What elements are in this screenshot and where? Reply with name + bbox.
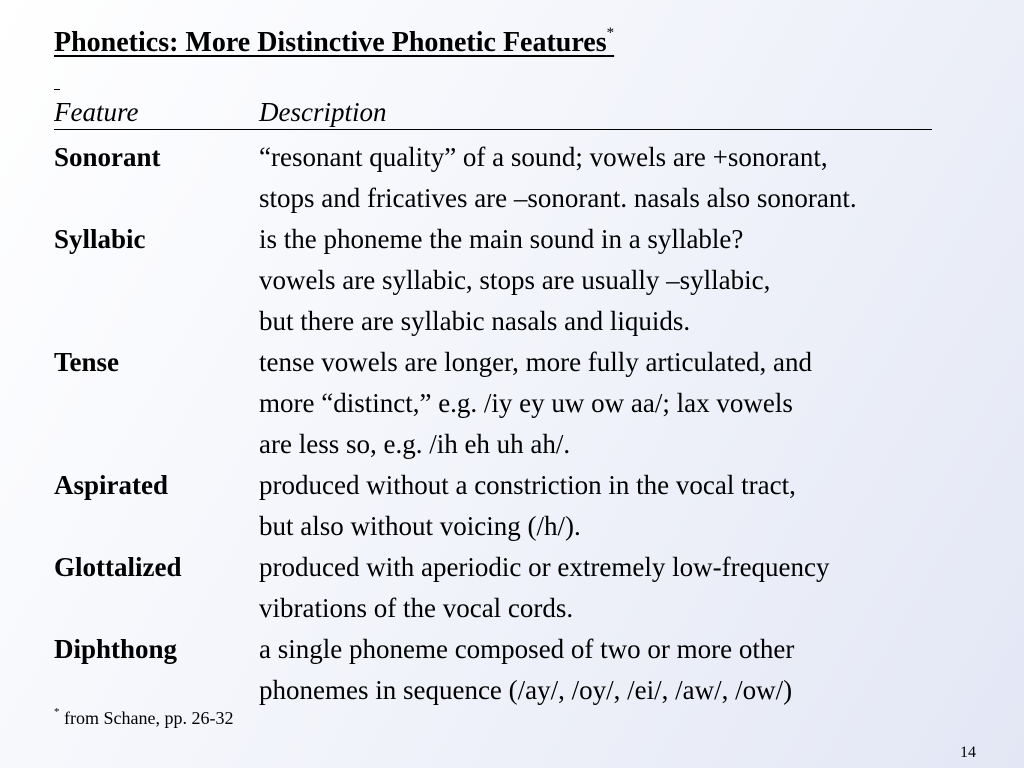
description-line: is the phoneme the main sound in a syllable?: [259, 224, 744, 254]
divider-mark: [54, 89, 60, 90]
feature-name: Sonorant: [54, 142, 161, 172]
description-line: a single phoneme composed of two or more other: [259, 634, 795, 664]
feature-row: [54, 342, 1014, 465]
description-line: vowels are syllabic, stops are usually –syllabic,: [259, 265, 771, 295]
feature-table: [54, 137, 1014, 711]
feature-name: Diphthong: [54, 634, 178, 664]
feature-row: [54, 547, 1014, 629]
feature-name: Aspirated: [54, 470, 168, 500]
feature-row: [54, 137, 1014, 219]
slide-title: [54, 27, 614, 59]
description-line: stops and fricatives are –sonorant. nasals also sonorant.: [259, 183, 857, 213]
description-line: tense vowels are longer, more fully articulated, and: [259, 347, 812, 377]
feature-row: [54, 465, 1014, 547]
footnote: [54, 708, 233, 729]
feature-row: [54, 629, 1014, 711]
description-line: “resonant quality” of a sound; vowels are +sonorant,: [259, 142, 828, 172]
feature-description: [259, 465, 1014, 547]
header-description: Description: [259, 97, 387, 127]
header-feature: Feature: [54, 97, 139, 127]
description-line: produced without a constriction in the vocal tract,: [259, 470, 796, 500]
feature-name: Syllabic: [54, 224, 146, 254]
description-line: are less so, e.g. /ih eh uh ah/.: [259, 429, 571, 459]
feature-name: Glottalized: [54, 552, 182, 582]
description-line: but also without voicing (/h/).: [259, 511, 581, 541]
description-line: but there are syllabic nasals and liquids.: [259, 306, 691, 336]
description-line: vibrations of the vocal cords.: [259, 593, 574, 623]
feature-description: [259, 219, 1014, 342]
feature-description: [259, 547, 1014, 629]
description-line: phonemes in sequence (/ay/, /oy/, /ei/, /aw/, /ow/): [259, 675, 793, 705]
page-number: 14: [960, 744, 976, 761]
feature-description: [259, 629, 1014, 711]
description-line: produced with aperiodic or extremely low-frequency: [259, 552, 830, 582]
table-header: [54, 97, 932, 130]
description-line: more “distinct,” e.g. /iy ey uw ow aa/; lax vowels: [259, 388, 793, 418]
footnote-text: from Schane, pp. 26-32: [59, 708, 234, 728]
feature-description: [259, 137, 1014, 219]
title-footnote-marker: *: [606, 25, 615, 41]
footnote-marker: *: [54, 706, 60, 718]
feature-description: [259, 342, 1014, 465]
feature-row: [54, 219, 1014, 342]
slide-title-text: Phonetics: More Distinctive Phonetic Features: [54, 27, 607, 58]
feature-name: Tense: [54, 347, 120, 377]
